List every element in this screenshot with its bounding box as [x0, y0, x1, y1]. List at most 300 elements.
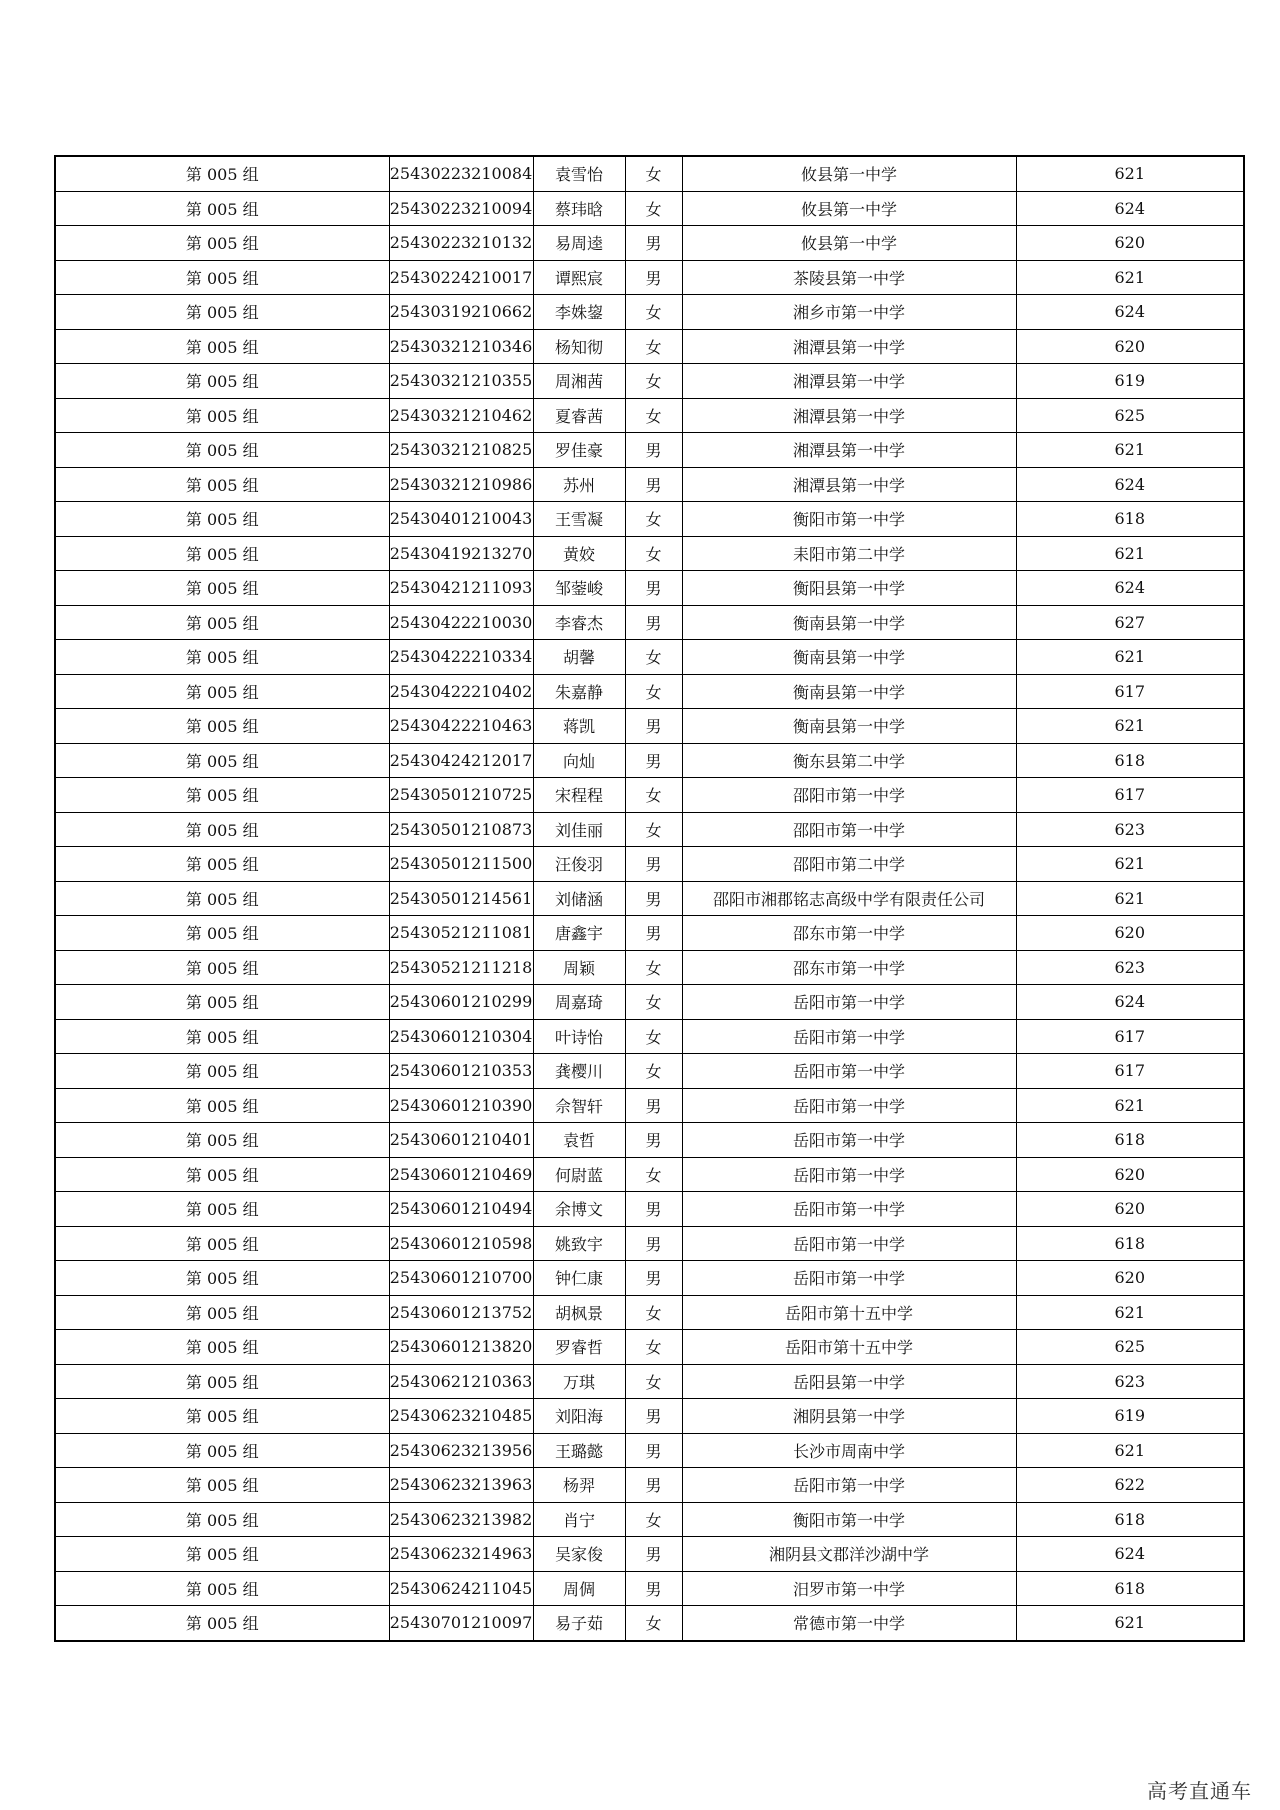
student-name-cell: 谭熙宸: [533, 260, 625, 295]
table-row: [55, 467, 1244, 502]
exam-id-cell: 25430321210346: [389, 329, 533, 364]
score-cell: 620: [1016, 226, 1244, 261]
exam-id-cell: 25430321210825: [389, 433, 533, 468]
gender-cell: 男: [625, 916, 682, 951]
exam-id-cell: 25430319210662: [389, 295, 533, 330]
student-name-cell: 苏州: [533, 467, 625, 502]
exam-id-cell: 25430422210463: [389, 709, 533, 744]
gender-cell: 女: [625, 295, 682, 330]
group-cell: 第 005 组: [55, 467, 389, 502]
score-cell: 619: [1016, 1399, 1244, 1434]
exam-id-cell: 25430623210485: [389, 1399, 533, 1434]
group-cell: 第 005 组: [55, 881, 389, 916]
school-cell: 邵阳市第一中学: [682, 812, 1016, 847]
results-table: [54, 155, 1245, 1642]
student-name-cell: 周颖: [533, 950, 625, 985]
gender-cell: 男: [625, 1468, 682, 1503]
exam-id-cell: 25430601210353: [389, 1054, 533, 1089]
gender-cell: 女: [625, 778, 682, 813]
student-name-cell: 汪俊羽: [533, 847, 625, 882]
exam-id-cell: 25430521211081: [389, 916, 533, 951]
group-cell: 第 005 组: [55, 709, 389, 744]
score-cell: 621: [1016, 1088, 1244, 1123]
table-row: [55, 1088, 1244, 1123]
table-row: [55, 1295, 1244, 1330]
table-row: [55, 778, 1244, 813]
table-row: [55, 985, 1244, 1020]
group-cell: 第 005 组: [55, 329, 389, 364]
student-name-cell: 姚致宇: [533, 1226, 625, 1261]
student-name-cell: 王雪凝: [533, 502, 625, 537]
group-cell: 第 005 组: [55, 1433, 389, 1468]
table-row: [55, 398, 1244, 433]
gender-cell: 女: [625, 812, 682, 847]
table-row: [55, 1123, 1244, 1158]
gender-cell: 男: [625, 1123, 682, 1158]
student-name-cell: 肖宁: [533, 1502, 625, 1537]
student-name-cell: 黄姣: [533, 536, 625, 571]
school-cell: 常德市第一中学: [682, 1606, 1016, 1641]
exam-id-cell: 25430623213956: [389, 1433, 533, 1468]
student-name-cell: 邹蓥峻: [533, 571, 625, 606]
exam-id-cell: 25430601210401: [389, 1123, 533, 1158]
exam-id-cell: 25430601210700: [389, 1261, 533, 1296]
exam-id-cell: 25430601213820: [389, 1330, 533, 1365]
exam-id-cell: 25430422210334: [389, 640, 533, 675]
group-cell: 第 005 组: [55, 260, 389, 295]
exam-id-cell: 25430422210030: [389, 605, 533, 640]
group-cell: 第 005 组: [55, 1606, 389, 1641]
school-cell: 衡南县第一中学: [682, 640, 1016, 675]
exam-id-cell: 25430601210299: [389, 985, 533, 1020]
school-cell: 茶陵县第一中学: [682, 260, 1016, 295]
school-cell: 衡东县第二中学: [682, 743, 1016, 778]
school-cell: 衡阳市第一中学: [682, 502, 1016, 537]
group-cell: 第 005 组: [55, 1019, 389, 1054]
school-cell: 衡阳市第一中学: [682, 1502, 1016, 1537]
exam-id-cell: 25430501210873: [389, 812, 533, 847]
group-cell: 第 005 组: [55, 398, 389, 433]
gender-cell: 男: [625, 709, 682, 744]
gender-cell: 女: [625, 191, 682, 226]
student-name-cell: 向灿: [533, 743, 625, 778]
school-cell: 岳阳市第一中学: [682, 1468, 1016, 1503]
student-name-cell: 佘智轩: [533, 1088, 625, 1123]
school-cell: 邵东市第一中学: [682, 950, 1016, 985]
exam-id-cell: 25430421211093: [389, 571, 533, 606]
table-row: [55, 916, 1244, 951]
table-row: [55, 156, 1244, 191]
group-cell: 第 005 组: [55, 812, 389, 847]
table-row: [55, 1157, 1244, 1192]
score-cell: 621: [1016, 1295, 1244, 1330]
table-row: [55, 295, 1244, 330]
gender-cell: 女: [625, 502, 682, 537]
table-row: [55, 1399, 1244, 1434]
gender-cell: 女: [625, 1606, 682, 1641]
group-cell: 第 005 组: [55, 743, 389, 778]
school-cell: 衡阳县第一中学: [682, 571, 1016, 606]
school-cell: 长沙市周南中学: [682, 1433, 1016, 1468]
exam-id-cell: 25430422210402: [389, 674, 533, 709]
score-cell: 625: [1016, 1330, 1244, 1365]
watermark-text: 高考直通车: [1147, 1779, 1252, 1803]
group-cell: 第 005 组: [55, 674, 389, 709]
score-cell: 621: [1016, 536, 1244, 571]
gender-cell: 男: [625, 1226, 682, 1261]
school-cell: 邵东市第一中学: [682, 916, 1016, 951]
student-name-cell: 易周逵: [533, 226, 625, 261]
student-name-cell: 袁哲: [533, 1123, 625, 1158]
score-cell: 620: [1016, 1157, 1244, 1192]
score-cell: 627: [1016, 605, 1244, 640]
gender-cell: 女: [625, 674, 682, 709]
gender-cell: 男: [625, 433, 682, 468]
table-row: [55, 950, 1244, 985]
table-row: [55, 1054, 1244, 1089]
exam-id-cell: 25430501211500: [389, 847, 533, 882]
group-cell: 第 005 组: [55, 364, 389, 399]
student-name-cell: 袁雪怡: [533, 156, 625, 191]
exam-id-cell: 25430601210494: [389, 1192, 533, 1227]
score-cell: 618: [1016, 1502, 1244, 1537]
score-cell: 621: [1016, 709, 1244, 744]
group-cell: 第 005 组: [55, 1502, 389, 1537]
student-name-cell: 杨羿: [533, 1468, 625, 1503]
table-row: [55, 605, 1244, 640]
gender-cell: 女: [625, 1054, 682, 1089]
school-cell: 岳阳市第十五中学: [682, 1295, 1016, 1330]
gender-cell: 男: [625, 1192, 682, 1227]
gender-cell: 男: [625, 1433, 682, 1468]
group-cell: 第 005 组: [55, 1399, 389, 1434]
gender-cell: 女: [625, 364, 682, 399]
score-cell: 623: [1016, 812, 1244, 847]
school-cell: 岳阳市第一中学: [682, 1157, 1016, 1192]
group-cell: 第 005 组: [55, 1123, 389, 1158]
student-name-cell: 龚樱川: [533, 1054, 625, 1089]
table-row: [55, 1502, 1244, 1537]
gender-cell: 女: [625, 156, 682, 191]
student-name-cell: 朱嘉静: [533, 674, 625, 709]
score-cell: 620: [1016, 1192, 1244, 1227]
school-cell: 岳阳县第一中学: [682, 1364, 1016, 1399]
school-cell: 岳阳市第十五中学: [682, 1330, 1016, 1365]
student-name-cell: 蔡玮晗: [533, 191, 625, 226]
school-cell: 攸县第一中学: [682, 191, 1016, 226]
table-row: [55, 1330, 1244, 1365]
student-name-cell: 唐鑫宇: [533, 916, 625, 951]
table-row: [55, 709, 1244, 744]
student-name-cell: 胡馨: [533, 640, 625, 675]
score-cell: 621: [1016, 1433, 1244, 1468]
gender-cell: 女: [625, 985, 682, 1020]
group-cell: 第 005 组: [55, 1468, 389, 1503]
gender-cell: 女: [625, 398, 682, 433]
school-cell: 岳阳市第一中学: [682, 1054, 1016, 1089]
gender-cell: 男: [625, 605, 682, 640]
table-row: [55, 364, 1244, 399]
score-cell: 618: [1016, 1226, 1244, 1261]
group-cell: 第 005 组: [55, 1537, 389, 1572]
score-cell: 620: [1016, 916, 1244, 951]
school-cell: 邵阳市第二中学: [682, 847, 1016, 882]
school-cell: 湘潭县第一中学: [682, 329, 1016, 364]
group-cell: 第 005 组: [55, 1054, 389, 1089]
exam-id-cell: 25430623213982: [389, 1502, 533, 1537]
school-cell: 岳阳市第一中学: [682, 1261, 1016, 1296]
student-name-cell: 周嘉琦: [533, 985, 625, 1020]
gender-cell: 女: [625, 950, 682, 985]
table-row: [55, 1364, 1244, 1399]
gender-cell: 男: [625, 743, 682, 778]
table-row: [55, 1261, 1244, 1296]
table-row: [55, 433, 1244, 468]
score-cell: 624: [1016, 191, 1244, 226]
student-name-cell: 刘阳海: [533, 1399, 625, 1434]
exam-id-cell: 25430624211045: [389, 1571, 533, 1606]
student-name-cell: 钟仁康: [533, 1261, 625, 1296]
school-cell: 湘阴县文郡洋沙湖中学: [682, 1537, 1016, 1572]
student-name-cell: 吴家俊: [533, 1537, 625, 1572]
score-cell: 620: [1016, 329, 1244, 364]
student-name-cell: 余博文: [533, 1192, 625, 1227]
table-row: [55, 260, 1244, 295]
school-cell: 攸县第一中学: [682, 226, 1016, 261]
school-cell: 邵阳市第一中学: [682, 778, 1016, 813]
group-cell: 第 005 组: [55, 191, 389, 226]
group-cell: 第 005 组: [55, 502, 389, 537]
gender-cell: 男: [625, 881, 682, 916]
exam-id-cell: 25430601213752: [389, 1295, 533, 1330]
group-cell: 第 005 组: [55, 778, 389, 813]
group-cell: 第 005 组: [55, 1088, 389, 1123]
results-table-body: [55, 156, 1244, 1641]
score-cell: 624: [1016, 571, 1244, 606]
score-cell: 621: [1016, 847, 1244, 882]
school-cell: 湘阴县第一中学: [682, 1399, 1016, 1434]
student-name-cell: 李姝鋆: [533, 295, 625, 330]
table-row: [55, 1192, 1244, 1227]
school-cell: 汨罗市第一中学: [682, 1571, 1016, 1606]
school-cell: 湘潭县第一中学: [682, 364, 1016, 399]
group-cell: 第 005 组: [55, 571, 389, 606]
score-cell: 625: [1016, 398, 1244, 433]
school-cell: 岳阳市第一中学: [682, 1226, 1016, 1261]
group-cell: 第 005 组: [55, 916, 389, 951]
student-name-cell: 王璐懿: [533, 1433, 625, 1468]
score-cell: 618: [1016, 502, 1244, 537]
gender-cell: 男: [625, 847, 682, 882]
group-cell: 第 005 组: [55, 1261, 389, 1296]
student-name-cell: 罗佳豪: [533, 433, 625, 468]
student-name-cell: 胡枫景: [533, 1295, 625, 1330]
group-cell: 第 005 组: [55, 1295, 389, 1330]
score-cell: 621: [1016, 156, 1244, 191]
exam-id-cell: 25430224210017: [389, 260, 533, 295]
group-cell: 第 005 组: [55, 605, 389, 640]
gender-cell: 男: [625, 226, 682, 261]
exam-id-cell: 25430501214561: [389, 881, 533, 916]
table-row: [55, 1571, 1244, 1606]
school-cell: 攸县第一中学: [682, 156, 1016, 191]
table-row: [55, 191, 1244, 226]
gender-cell: 男: [625, 1088, 682, 1123]
student-name-cell: 李睿杰: [533, 605, 625, 640]
gender-cell: 女: [625, 640, 682, 675]
table-row: [55, 502, 1244, 537]
gender-cell: 男: [625, 260, 682, 295]
table-row: [55, 743, 1244, 778]
exam-id-cell: 25430424212017: [389, 743, 533, 778]
gender-cell: 女: [625, 1019, 682, 1054]
group-cell: 第 005 组: [55, 985, 389, 1020]
group-cell: 第 005 组: [55, 1157, 389, 1192]
score-cell: 621: [1016, 433, 1244, 468]
student-name-cell: 刘佳丽: [533, 812, 625, 847]
score-cell: 620: [1016, 1261, 1244, 1296]
exam-id-cell: 25430321210462: [389, 398, 533, 433]
gender-cell: 女: [625, 1157, 682, 1192]
score-cell: 624: [1016, 985, 1244, 1020]
student-name-cell: 刘储涵: [533, 881, 625, 916]
student-name-cell: 叶诗怡: [533, 1019, 625, 1054]
table-row: [55, 1537, 1244, 1572]
exam-id-cell: 25430601210390: [389, 1088, 533, 1123]
group-cell: 第 005 组: [55, 1571, 389, 1606]
student-name-cell: 万琪: [533, 1364, 625, 1399]
group-cell: 第 005 组: [55, 847, 389, 882]
group-cell: 第 005 组: [55, 226, 389, 261]
exam-id-cell: 25430223210132: [389, 226, 533, 261]
gender-cell: 女: [625, 1364, 682, 1399]
group-cell: 第 005 组: [55, 1226, 389, 1261]
student-name-cell: 何尉蓝: [533, 1157, 625, 1192]
exam-id-cell: 25430623213963: [389, 1468, 533, 1503]
table-row: [55, 226, 1244, 261]
exam-id-cell: 25430223210094: [389, 191, 533, 226]
exam-id-cell: 25430223210084: [389, 156, 533, 191]
exam-id-cell: 25430321210355: [389, 364, 533, 399]
score-cell: 624: [1016, 1537, 1244, 1572]
table-row: [55, 1019, 1244, 1054]
group-cell: 第 005 组: [55, 156, 389, 191]
school-cell: 岳阳市第一中学: [682, 985, 1016, 1020]
exam-id-cell: 25430501210725: [389, 778, 533, 813]
score-cell: 617: [1016, 674, 1244, 709]
score-cell: 621: [1016, 260, 1244, 295]
gender-cell: 女: [625, 329, 682, 364]
school-cell: 岳阳市第一中学: [682, 1088, 1016, 1123]
student-name-cell: 周倜: [533, 1571, 625, 1606]
exam-id-cell: 25430623214963: [389, 1537, 533, 1572]
score-cell: 617: [1016, 778, 1244, 813]
score-cell: 622: [1016, 1468, 1244, 1503]
school-cell: 衡南县第一中学: [682, 605, 1016, 640]
score-cell: 619: [1016, 364, 1244, 399]
table-row: [55, 1468, 1244, 1503]
score-cell: 621: [1016, 640, 1244, 675]
school-cell: 耒阳市第二中学: [682, 536, 1016, 571]
school-cell: 湘潭县第一中学: [682, 398, 1016, 433]
school-cell: 湘潭县第一中学: [682, 433, 1016, 468]
table-row: [55, 1226, 1244, 1261]
gender-cell: 女: [625, 1502, 682, 1537]
gender-cell: 女: [625, 536, 682, 571]
school-cell: 岳阳市第一中学: [682, 1019, 1016, 1054]
gender-cell: 男: [625, 1571, 682, 1606]
table-row: [55, 536, 1244, 571]
exam-id-cell: 25430701210097: [389, 1606, 533, 1641]
exam-id-cell: 25430601210469: [389, 1157, 533, 1192]
score-cell: 621: [1016, 881, 1244, 916]
gender-cell: 男: [625, 1399, 682, 1434]
exam-id-cell: 25430521211218: [389, 950, 533, 985]
student-name-cell: 蒋凯: [533, 709, 625, 744]
score-cell: 618: [1016, 1571, 1244, 1606]
score-cell: 618: [1016, 1123, 1244, 1158]
exam-id-cell: 25430321210986: [389, 467, 533, 502]
group-cell: 第 005 组: [55, 1364, 389, 1399]
table-row: [55, 1433, 1244, 1468]
group-cell: 第 005 组: [55, 640, 389, 675]
score-cell: 617: [1016, 1019, 1244, 1054]
score-cell: 617: [1016, 1054, 1244, 1089]
student-name-cell: 罗睿哲: [533, 1330, 625, 1365]
table-row: [55, 674, 1244, 709]
group-cell: 第 005 组: [55, 950, 389, 985]
group-cell: 第 005 组: [55, 1330, 389, 1365]
school-cell: 岳阳市第一中学: [682, 1123, 1016, 1158]
table-row: [55, 847, 1244, 882]
table-row: [55, 812, 1244, 847]
table-row: [55, 640, 1244, 675]
student-name-cell: 易子茹: [533, 1606, 625, 1641]
score-cell: 623: [1016, 1364, 1244, 1399]
score-cell: 624: [1016, 295, 1244, 330]
school-cell: 衡南县第一中学: [682, 674, 1016, 709]
group-cell: 第 005 组: [55, 1192, 389, 1227]
exam-id-cell: 25430401210043: [389, 502, 533, 537]
group-cell: 第 005 组: [55, 295, 389, 330]
school-cell: 衡南县第一中学: [682, 709, 1016, 744]
student-name-cell: 宋程程: [533, 778, 625, 813]
gender-cell: 男: [625, 1261, 682, 1296]
gender-cell: 男: [625, 467, 682, 502]
exam-id-cell: 25430601210304: [389, 1019, 533, 1054]
table-row: [55, 571, 1244, 606]
group-cell: 第 005 组: [55, 536, 389, 571]
exam-id-cell: 25430621210363: [389, 1364, 533, 1399]
table-row: [55, 329, 1244, 364]
score-cell: 621: [1016, 1606, 1244, 1641]
table-row: [55, 881, 1244, 916]
student-name-cell: 周湘茜: [533, 364, 625, 399]
student-name-cell: 杨知彻: [533, 329, 625, 364]
table-row: [55, 1606, 1244, 1641]
group-cell: 第 005 组: [55, 433, 389, 468]
score-cell: 623: [1016, 950, 1244, 985]
school-cell: 湘潭县第一中学: [682, 467, 1016, 502]
school-cell: 湘乡市第一中学: [682, 295, 1016, 330]
school-cell: 岳阳市第一中学: [682, 1192, 1016, 1227]
student-name-cell: 夏睿茜: [533, 398, 625, 433]
score-cell: 624: [1016, 467, 1244, 502]
school-cell: 邵阳市湘郡铭志高级中学有限责任公司: [682, 881, 1016, 916]
gender-cell: 女: [625, 1330, 682, 1365]
exam-id-cell: 25430601210598: [389, 1226, 533, 1261]
exam-id-cell: 25430419213270: [389, 536, 533, 571]
